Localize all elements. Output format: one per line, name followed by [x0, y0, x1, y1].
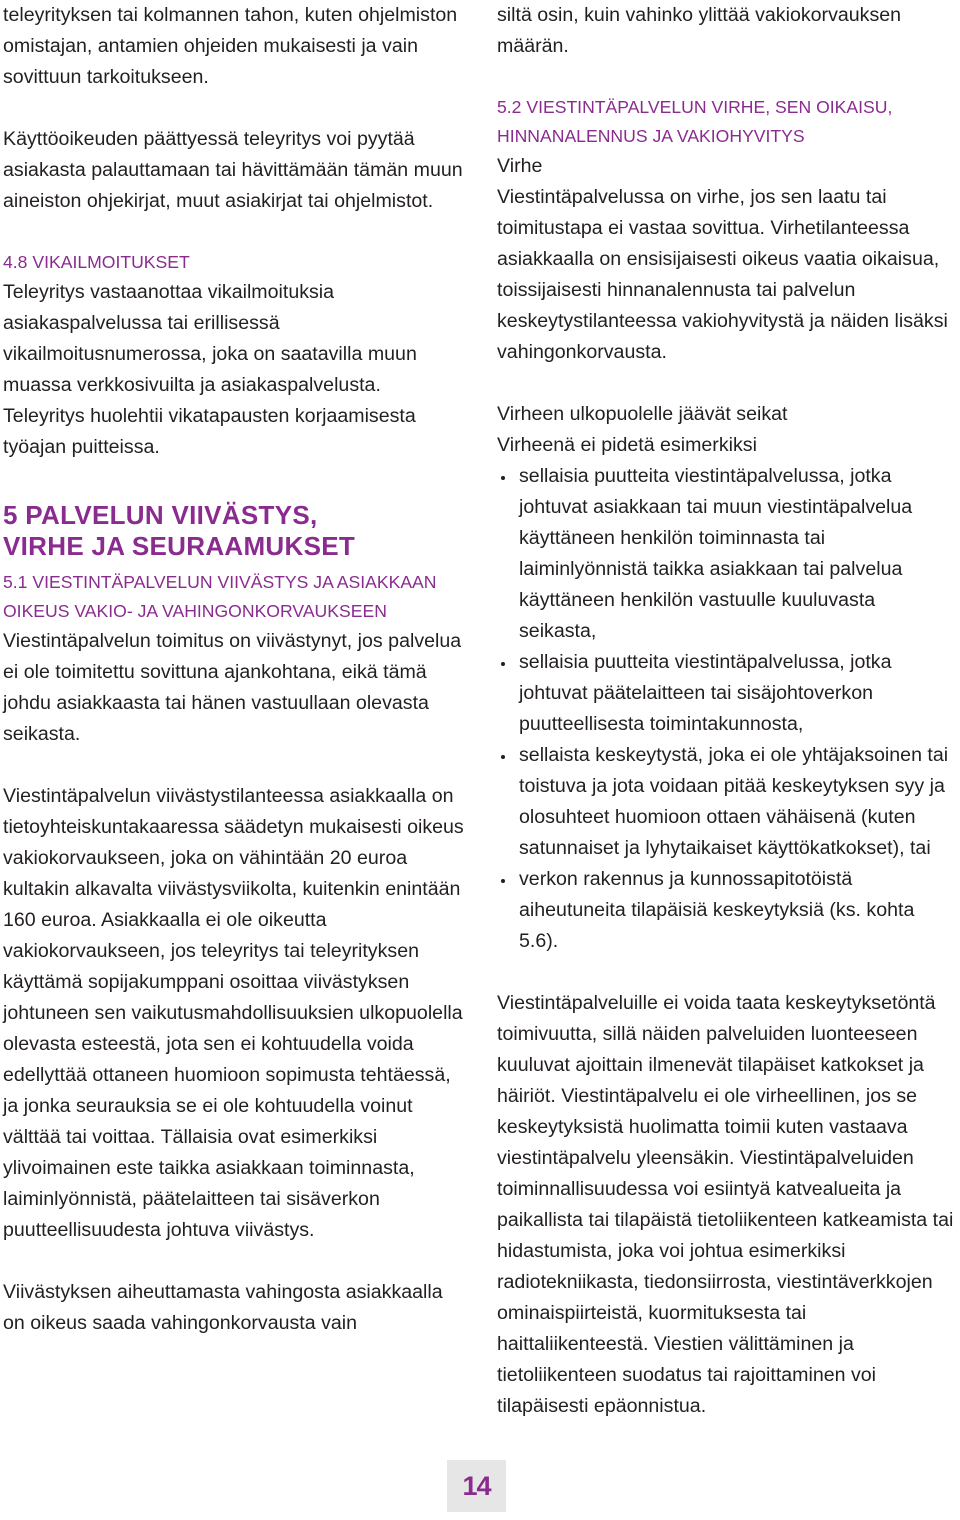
chapter-heading-line: VIRHE JA SEURAAMUKSET — [3, 531, 356, 561]
list-item: verkon rakennus ja kunnossapitotöistä aiheutuneita tilapäisiä keskeytyksiä (ks. kohta 5.6). — [497, 864, 957, 957]
paragraph: teleyrityksen tai kolmannen tahon, kuten ohjelmiston omistajan, antamien ohjeiden mukaisesti ja vain sovittuun tarkoitukseen. — [3, 4, 458, 88]
page-number-badge — [447, 1460, 506, 1512]
paragraph: Teleyritys vastaanottaa vikailmoituksia asiakaspalvelussa tai erillisessä vikailmoitusnumerossa, joka on saatavilla muun muassa verkkosivuilta ja asiakaspalvelusta. Teleyritys huolehtii vikatapausten korjaamisesta työajan puitteissa. — [3, 281, 417, 458]
paragraph: Viestintäpalvelun toimitus on viivästynyt, jos palvelua ei ole toimitettu sovittuna ajankohtana, eikä tämä johdu asiakkaasta tai hänen vastuullaan olevasta seikasta. — [3, 630, 462, 745]
paragraph: Viestintäpalvelussa on virhe, jos sen laatu tai toimitustapa ei vastaa sovittua. Virhetilanteessa asiakkaalla on ensisijaisesti oikeus vaatia oikaisua, toissijaisesti hinnanalennusta tai palvelun keskeytystilanteessa vakiohyvitystä ja näiden lisäksi vahingonkorvausta. — [497, 186, 948, 363]
list-item: sellaisia puutteita viestintäpalvelussa, jotka johtuvat asiakkaan tai muun viestintäpalvelua käyttäneen henkilön toiminnasta tai laiminlyönnistä taikka asiakkaan tai palvelua käyttäneen henkilön vastuulle kuuluvasta seikasta, — [497, 461, 957, 647]
page-number: 14 — [462, 1470, 491, 1501]
chapter-heading-line: 5 PALVELUN VIIVÄSTYS, — [3, 500, 318, 530]
list-item: sellaista keskeytystä, joka ei ole yhtäjaksoinen tai toistuva ja jota voidaan pitää keskeytyksen syy ja olosuhteet huomioon ottaen vähäisenä (kuten satunnaiset ja lyhytaikaiset käyttökatkokset), tai — [497, 740, 957, 864]
chapter-heading-5 — [3, 500, 465, 562]
subheading-examples: Virheenä ei pidetä esimerkiksi — [497, 434, 757, 456]
list-item: sellaisia puutteita viestintäpalvelussa, jotka johtuvat päätelaitteen tai sisäjohtoverkon puutteellisesta toimintakunnosta, — [497, 647, 957, 740]
right-column — [497, 0, 957, 1422]
paragraph: Käyttöoikeuden päättyessä teleyritys voi pyytää asiakasta palauttamaan tai hävittämään tämän muun aineiston ohjekirjat, muut asiakirjat tai ohjelmistot. — [3, 128, 463, 212]
section-heading-5-2: 5.2 VIESTINTÄPALVELUN VIRHE, SEN OIKAISU, HINNANALENNUS JA VAKIOHYVITYS — [497, 97, 893, 146]
section-heading-4-8: 4.8 VIKAILMOITUKSET — [3, 252, 190, 272]
paragraph: Viestintäpalveluille ei voida taata keskeytyksetöntä toimivuutta, sillä näiden palveluiden luonteeseen kuuluvat ajoittain ilmenevät tilapäiset katkokset ja häiriöt. Viestintäpalvelu ei ole virheellinen, jos se keskeytyksistä huolimatta toimii kuten vastaava viestintäpalvelu yleensäkin. Viestintäpalveluiden toiminnallisuudessa voi esiintyä katvealueita ja paikallista tai tilapäistä tietoliikenteen katkeamista tai hidastumista, joka voi johtua esimerkiksi radiotekniikasta, tiedonsiirrosta, viestintäverkkojen ominaispiirteistä, kuormituksesta tai haittaliikenteestä. Viestien välittäminen ja tietoliikenteen suodatus tai rajoittaminen voi tilapäisesti epäonnistua. — [497, 992, 954, 1417]
paragraph: Viivästyksen aiheuttamasta vahingosta asiakkaalla on oikeus saada vahingonkorvausta vain — [3, 1281, 443, 1334]
paragraph: siltä osin, kuin vahinko ylittää vakiokorvauksen määrän. — [497, 4, 902, 57]
paragraph: Viestintäpalvelun viivästystilanteessa asiakkaalla on tietoyhteiskuntakaaressa säädetyn mukaisesti oikeus vakiokorvaukseen, joka on vähintään 20 euroa kultakin alkavalta viivästysviikolta, kuitenkin enintään 160 euroa. Asiakkaalla ei ole oikeutta vakiokorvaukseen, jos teleyritys tai teleyrityksen käyttämä sopijakumppani osoittaa viivästyksen johtuneen sen vaikutusmahdollisuuksien ulkopuolella olevasta esteestä, jota sen ei kohtuudella voida edellyttää ottaneen huomioon sopimusta tehtäessä, ja jonka seurauksia se ei ole kohtuudella voinut välttää tai voittaa. Tällaisia ovat esimerkiksi ylivoimainen este taikka asiakkaan toiminnasta, laiminlyönnistä, päätelaitteen tai sisäverkon puutteellisuudesta johtuva viivästys. — [3, 785, 464, 1241]
left-column — [3, 0, 465, 1339]
exclusions-list — [497, 461, 957, 957]
subheading-virhe: Virhe — [497, 155, 543, 177]
subheading-exclusions: Virheen ulkopuolelle jäävät seikat — [497, 403, 788, 425]
section-heading-5-1: 5.1 VIESTINTÄPALVELUN VIIVÄSTYS JA ASIAKKAAN OIKEUS VAKIO- JA VAHINGONKORVAUKSEEN — [3, 572, 437, 621]
